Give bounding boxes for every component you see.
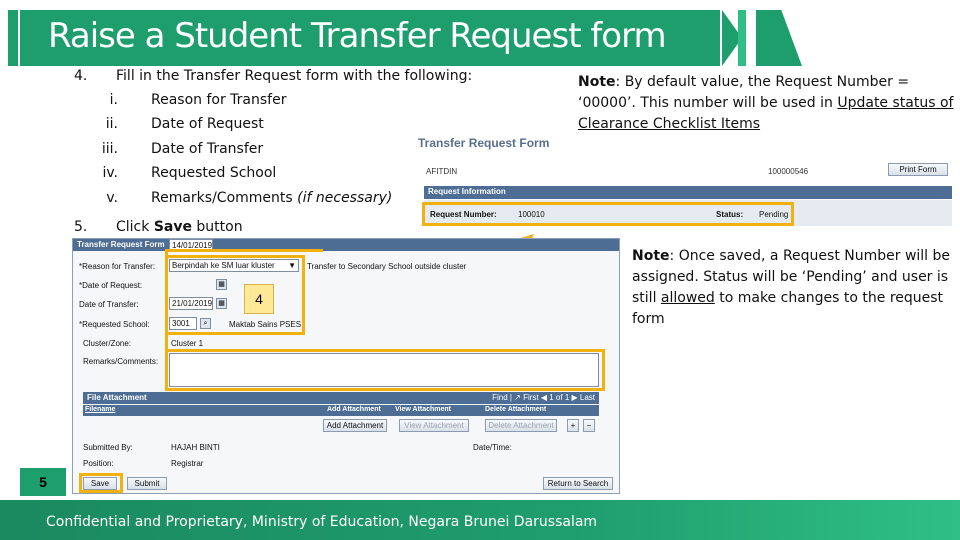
- attachment-columns: [83, 405, 599, 416]
- add-row-icon[interactable]: +: [567, 419, 579, 432]
- date-transfer-field[interactable]: 21/01/2019: [169, 297, 213, 310]
- reason-label: *Reason for Transfer:: [79, 262, 156, 271]
- request-info-highlight: [422, 202, 794, 226]
- title-banner: [0, 10, 960, 66]
- note-once-saved: [632, 246, 954, 330]
- add-attachment-button[interactable]: Add Attachment: [323, 419, 387, 432]
- note-2-underlined: allowed: [660, 290, 715, 306]
- step-4-badge: 4: [244, 284, 274, 314]
- student-number: 100000546: [768, 167, 809, 176]
- note-2-text: : Once saved, a Request Number will be assigned. Status will be ‘Pending’ and user is still: [632, 248, 951, 306]
- attachment-pager[interactable]: Find | ↗ First ◀ 1 of 1 ▶ Last: [492, 393, 595, 402]
- calendar-icon[interactable]: ▦: [216, 298, 227, 309]
- note-2-text-end: to make changes to the request form: [632, 290, 944, 327]
- title-strip: [738, 10, 746, 66]
- date-request-label: *Date of Request:: [79, 281, 143, 290]
- attachment-header: [83, 392, 599, 404]
- substep-2-text: Date of Request: [151, 116, 264, 132]
- request-info-panel: [418, 136, 954, 228]
- reason-select-value: Berpindah ke SM luar kluster: [172, 261, 275, 270]
- print-form-button[interactable]: Print Form: [888, 163, 948, 176]
- substep-3-text: Date of Transfer: [151, 141, 264, 157]
- submitted-by-label: Submitted By:: [83, 443, 133, 452]
- substep-5-label: Remarks/Comments: [151, 190, 293, 206]
- step-5-bold: Save: [153, 219, 192, 235]
- requested-school-name: Maktab Sains PSES: [229, 320, 302, 329]
- col-delete: Delete Attachment: [485, 406, 547, 413]
- substep-5-number: v.: [106, 190, 118, 206]
- step-4-number: 4.: [74, 68, 88, 84]
- attachment-header-label: File Attachment: [87, 393, 147, 402]
- footer-text: Confidential and Proprietary, Ministry of Education, Negara Brunei Darussalam: [46, 514, 598, 530]
- step-5-text: [116, 219, 243, 235]
- note-default-number: [578, 72, 954, 135]
- request-number-label: Request Number:: [430, 210, 497, 219]
- cluster-label: Cluster/Zone:: [83, 339, 132, 348]
- calendar-icon[interactable]: ▦: [216, 279, 227, 290]
- form-header: Transfer Request Form: [73, 239, 619, 251]
- note-1-link: Update status of Clearance Checklist Items: [578, 95, 954, 132]
- step-5-badge: 5: [20, 468, 66, 496]
- col-add: Add Attachment: [327, 406, 381, 413]
- submit-button[interactable]: Submit: [127, 477, 167, 490]
- title-block: [756, 10, 802, 66]
- substep-1-number: i.: [109, 92, 118, 108]
- cluster-value: Cluster 1: [171, 339, 204, 348]
- step-4: [74, 68, 514, 88]
- position-label: Position:: [83, 459, 114, 468]
- step-5: [74, 219, 274, 239]
- substep-4-number: iv.: [102, 165, 118, 181]
- col-view: View Attachment: [395, 406, 452, 413]
- chevron-down-icon: ▼: [288, 261, 296, 270]
- request-panel-title: Transfer Request Form: [418, 136, 550, 150]
- substep-3-number: iii.: [101, 141, 118, 157]
- date-request-field[interactable]: 14/01/2019: [169, 239, 213, 252]
- lookup-search-icon[interactable]: ⌕: [200, 318, 211, 329]
- date-transfer-label: Date of Transfer:: [79, 300, 139, 309]
- col-filename[interactable]: Filename: [85, 406, 116, 413]
- save-button[interactable]: Save: [83, 477, 117, 490]
- substep-4-text: Requested School: [151, 165, 277, 181]
- date-fields-highlight: [165, 255, 305, 335]
- note-1-text: : By default value, the Request Number = ‘00000’. This number will be used in: [578, 74, 910, 111]
- requested-school-label: *Requested School:: [79, 320, 150, 329]
- datetime-label: Date/Time:: [473, 443, 512, 452]
- note-1-label: Note: [578, 74, 616, 90]
- status-value: Pending: [759, 210, 789, 219]
- submitted-by-value: HAJAH BINTI: [171, 443, 220, 452]
- substep-list: [74, 92, 414, 212]
- step-4-text: Fill in the Transfer Request form with the following:: [116, 68, 473, 84]
- step-5-text-before: Click: [116, 219, 154, 235]
- student-id: AFITDIN: [426, 167, 458, 176]
- remarks-label: Remarks/Comments:: [83, 357, 159, 366]
- position-value: Registrar: [171, 459, 204, 468]
- page-title: Raise a Student Transfer Request form: [48, 16, 666, 56]
- request-info-header: Request Information: [424, 186, 952, 199]
- substep-2-number: ii.: [105, 116, 118, 132]
- step-5-number: 5.: [74, 219, 88, 235]
- delete-attachment-button[interactable]: Delete Attachment: [485, 419, 557, 432]
- requested-school-field[interactable]: 3001: [169, 317, 197, 330]
- request-number-value: 100010: [518, 210, 545, 219]
- return-to-search-button[interactable]: Return to Search: [543, 477, 613, 490]
- save-highlight: [79, 473, 123, 493]
- substep-5-italic: (if necessary): [297, 190, 393, 206]
- substep-5-text: [151, 190, 392, 206]
- view-attachment-button[interactable]: View Attachment: [399, 419, 469, 432]
- step-5-text-after: button: [191, 219, 243, 235]
- remove-row-icon[interactable]: −: [583, 419, 595, 432]
- title-bar-stripe: [8, 10, 18, 66]
- note-2-label: Note: [632, 248, 670, 264]
- reason-description: Transfer to Secondary School outside cluster: [307, 262, 467, 271]
- substep-1-text: Reason for Transfer: [151, 92, 287, 108]
- remarks-highlight: [165, 349, 605, 391]
- status-label: Status:: [716, 210, 744, 219]
- transfer-request-form: [72, 238, 620, 494]
